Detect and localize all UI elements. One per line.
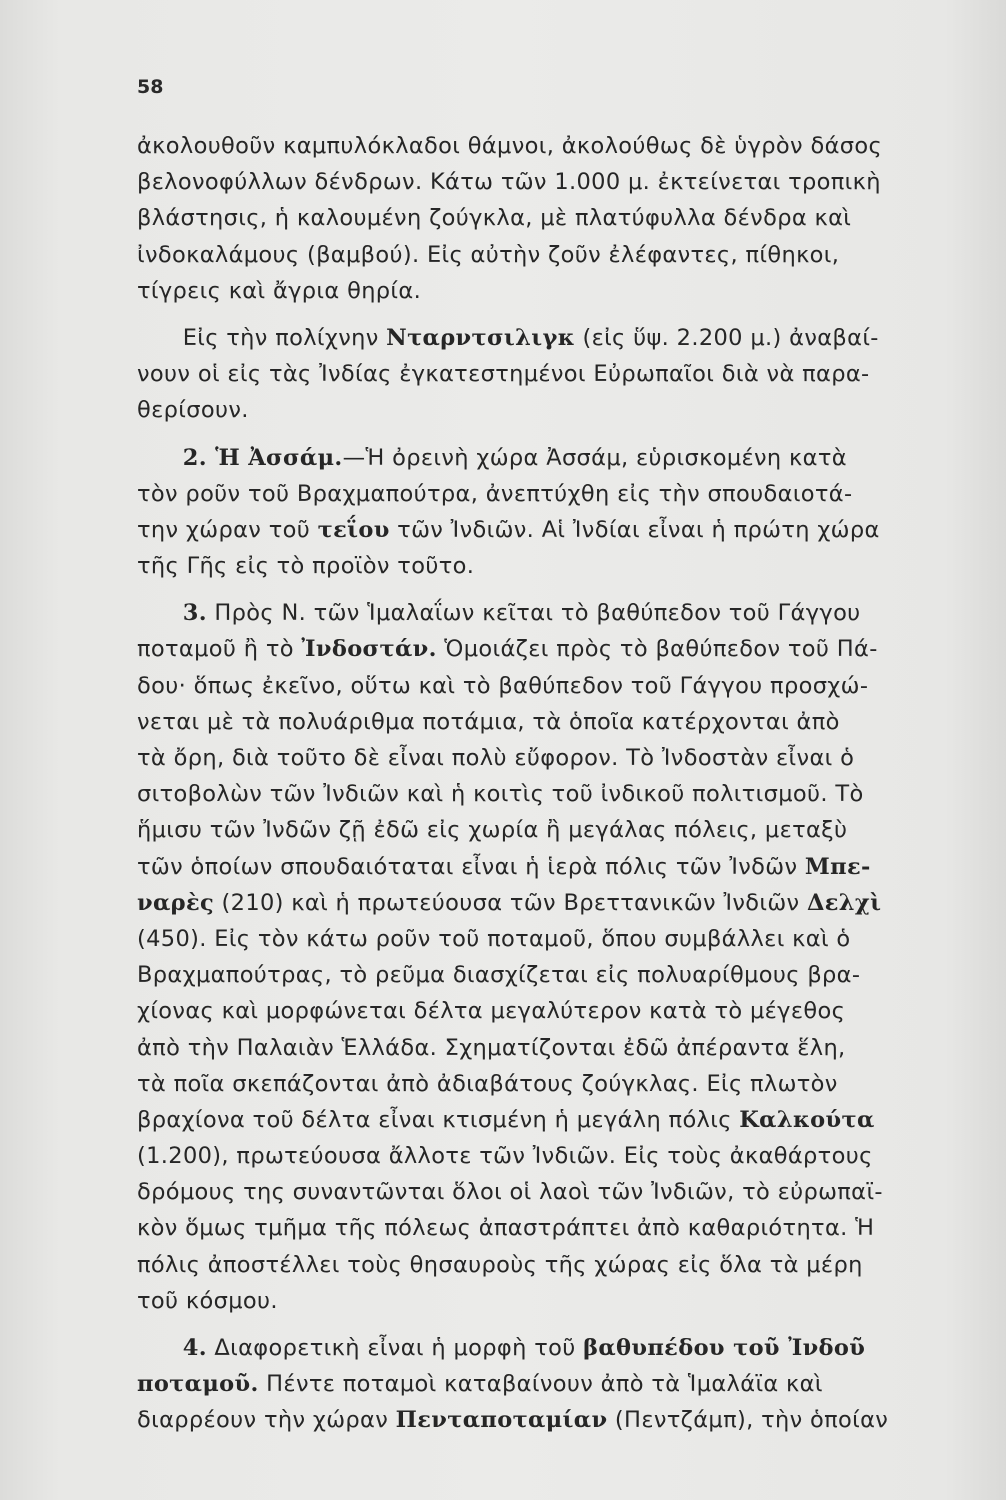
text-run: Ὁμοιάζει πρὸς τὸ βαθύπεδον τοῦ Πά- (436, 636, 878, 663)
text-run: την χώραν τοῦ (137, 516, 318, 543)
text-line (137, 885, 967, 921)
text-run (137, 445, 183, 471)
text-line (137, 1174, 967, 1210)
bold-term: Νταρντσιλιγκ (386, 324, 575, 351)
bold-term: βαθυπέδου τοῦ Ἰνδοῦ (583, 1335, 866, 1361)
text-run: τῆς Γῆς εἰς τὸ προϊὸν τοῦτο. (137, 553, 475, 580)
text-run: διαρρέουν τὴν χώραν (137, 1407, 396, 1434)
text-line (137, 320, 967, 356)
text-line (137, 776, 967, 812)
text-line (137, 957, 967, 993)
text-line (137, 595, 967, 631)
text-line (137, 921, 967, 957)
text-run: δρόμους της συναντῶνται ὅλοι οἱ λαοὶ τῶν Ἰνδιῶν, τὸ εὐρωπαϊ- (137, 1179, 883, 1206)
bold-term: ποταμοῦ. (137, 1371, 259, 1398)
text-line (137, 1102, 967, 1138)
text-run: (210) καὶ ἡ πρωτεύουσα τῶν Βρεττανικῶν Ἰνδιῶν (214, 889, 807, 916)
text-run: Πέντε ποταμοὶ καταβαίνουν ἀπὸ τὰ Ἱμαλάϊα καὶ (258, 1371, 823, 1398)
text-run: (450). Εἰς τὸν κάτω ροῦν τοῦ ποταμοῦ, ὅπου συμβάλλει καὶ ὁ (137, 925, 851, 952)
text-line (137, 512, 967, 548)
text-line (137, 440, 967, 476)
text-run: τίγρεις καὶ ἄγρια θηρία. (137, 277, 422, 304)
page-number: 58 (137, 76, 164, 98)
text-line (137, 740, 967, 776)
text-run: (1.200), πρωτεύουσα ἄλλοτε τῶν Ἰνδιῶν. Εἰς τοὺς ἀκαθάρτους (137, 1143, 873, 1170)
bold-term: Μπε- (804, 853, 871, 880)
bold-term: ναρὲς (137, 889, 215, 916)
text-run: Διαφορετικὴ εἶναι ἡ μορφὴ τοῦ (206, 1335, 584, 1361)
text-line (137, 631, 967, 667)
text-run: τὰ ὄρη, διὰ τοῦτο δὲ εἶναι πολὺ εὔφορον. Τὸ Ἰνδοστὰν εἶναι ὁ (137, 745, 855, 771)
bold-term: 4. (182, 1335, 207, 1361)
text-line (137, 548, 967, 584)
text-line (137, 356, 967, 392)
text-line (137, 849, 967, 885)
bold-term: τεΐου (317, 516, 390, 543)
text-run: τὰ ποῖα σκεπάζονται ἀπὸ ἀδιαβάτους ζούγκλας. Εἰς πλωτὸν (137, 1070, 838, 1097)
text-run: Βραχμαπούτρας, τὸ ρεῦμα διασχίζεται εἰς πολυαρίθμους βρα- (137, 962, 861, 989)
text-run (137, 600, 183, 626)
text-line (137, 128, 967, 164)
bold-term: Ἰνδοστάν. (301, 636, 437, 663)
bold-term: 3. (182, 600, 207, 627)
text-run: Πρὸς Ν. τῶν Ἱμαλαΐων κεῖται τὸ βαθύπεδον τοῦ Γάγγου (206, 600, 861, 627)
text-run: —Ἡ ὀρεινὴ χώρα Ἀσσάμ, εὑρισκομένη κατὰ (342, 444, 847, 471)
bold-term: Καλκούτα (739, 1106, 875, 1133)
text-line (137, 200, 967, 236)
text-run: Εἰς τὴν πολίχνην (137, 324, 387, 351)
text-run: θερίσουν. (137, 397, 249, 424)
text-line (137, 273, 967, 309)
text-run: σιτοβολὼν τῶν Ἰνδιῶν καὶ ἡ κοιτὶς τοῦ ἰνδικοῦ πολιτισμοῦ. Τὸ (137, 781, 864, 808)
text-line (137, 668, 967, 704)
bold-term: 2. Ἡ Ἀσσάμ. (182, 444, 343, 471)
text-run: δου· ὅπως ἐκεῖνο, οὕτω καὶ τὸ βαθύπεδον τοῦ Γάγγου προσχώ- (137, 672, 869, 699)
text-line (137, 392, 967, 428)
text-run: ἀπὸ τὴν Παλαιὰν Ἑλλάδα. Σχηματίζονται ἐδῶ ἀπέραντα ἕλη, (137, 1034, 846, 1061)
text-line (137, 812, 967, 848)
text-line (137, 1138, 967, 1174)
text-run: βελονοφύλλων δένδρων. Κάτω τῶν 1.000 μ. ἐκτείνεται τροπικὴ (137, 169, 881, 196)
text-run: νεται μὲ τὰ πολυάριθμα ποτάμια, τὰ ὁποῖα κατέρχονται ἀπὸ (137, 708, 840, 735)
text-run: τῶν ὁποίων σπουδαιόταται εἶναι ἡ ἱερὰ πόλις τῶν Ἰνδῶν (137, 853, 805, 880)
text-line (137, 1402, 967, 1438)
text-run: πόλις ἀποστέλλει τοὺς θησαυροὺς τῆς χώρας εἰς ὅλα τὰ μέρη (137, 1251, 863, 1278)
text-run: ἀκολουθοῦν καμπυλόκλαδοι θάμνοι, ἀκολούθως δὲ ὑγρὸν δάσος (137, 133, 883, 159)
text-run: (Πεντζάμπ), τὴν ὁποίαν (607, 1407, 889, 1434)
text-run: βλάστησις, ἡ καλουμένη ζούγκλα, μὲ πλατύφυλλα δένδρα καὶ (137, 205, 852, 232)
text-line (137, 1066, 967, 1102)
text-run: βραχίονα τοῦ δέλτα εἶναι κτισμένη ἡ μεγάλη πόλις (137, 1106, 740, 1133)
text-line (137, 1210, 967, 1246)
text-run: ἰνδοκαλάμους (βαμβού). Εἰς αὐτὴν ζοῦν ἐλέφαντες, πίθηκοι, (137, 241, 840, 268)
text-run: χίονας καὶ μορφώνεται δέλτα μεγαλύτερον κατὰ τὸ μέγεθος (137, 998, 846, 1025)
text-line (137, 164, 967, 200)
bold-term: Πενταποταμίαν (395, 1407, 608, 1434)
text-line (137, 1283, 967, 1319)
text-line (137, 476, 967, 512)
text-line (137, 704, 967, 740)
text-line (137, 1030, 967, 1066)
body-text (137, 128, 967, 1439)
text-run: ἥμισυ τῶν Ἰνδῶν ζῇ ἐδῶ εἰς χωρία ἢ μεγάλας πόλεις, μεταξὺ (137, 817, 848, 844)
bold-term: Δελχὶ (806, 889, 882, 916)
text-run: κὸν ὅμως τμῆμα τῆς πόλεως ἀπαστράπτει ἀπὸ καθαριότητα. Ἡ (137, 1215, 875, 1242)
text-run: τὸν ροῦν τοῦ Βραχμαπούτρα, ἀνεπτύχθη εἰς τὴν σπουδαιοτά- (137, 480, 853, 507)
text-line (137, 993, 967, 1029)
text-run: (εἰς ὕψ. 2.200 μ.) ἀναβαί- (574, 324, 879, 351)
text-run (137, 1335, 183, 1361)
text-run: ποταμοῦ ἢ τὸ (137, 636, 302, 663)
text-line (137, 1366, 967, 1402)
text-run: τοῦ κόσμου. (137, 1287, 278, 1314)
text-run: νουν οἱ εἰς τὰς Ἰνδίας ἐγκατεστημένοι Εὐρωπαῖοι διὰ νὰ παρα- (137, 361, 870, 388)
text-line (137, 1247, 967, 1283)
text-run: τῶν Ἰνδιῶν. Αἱ Ἰνδίαι εἶναι ἡ πρώτη χώρα (389, 516, 880, 543)
text-line (137, 1330, 967, 1366)
text-line (137, 237, 967, 273)
